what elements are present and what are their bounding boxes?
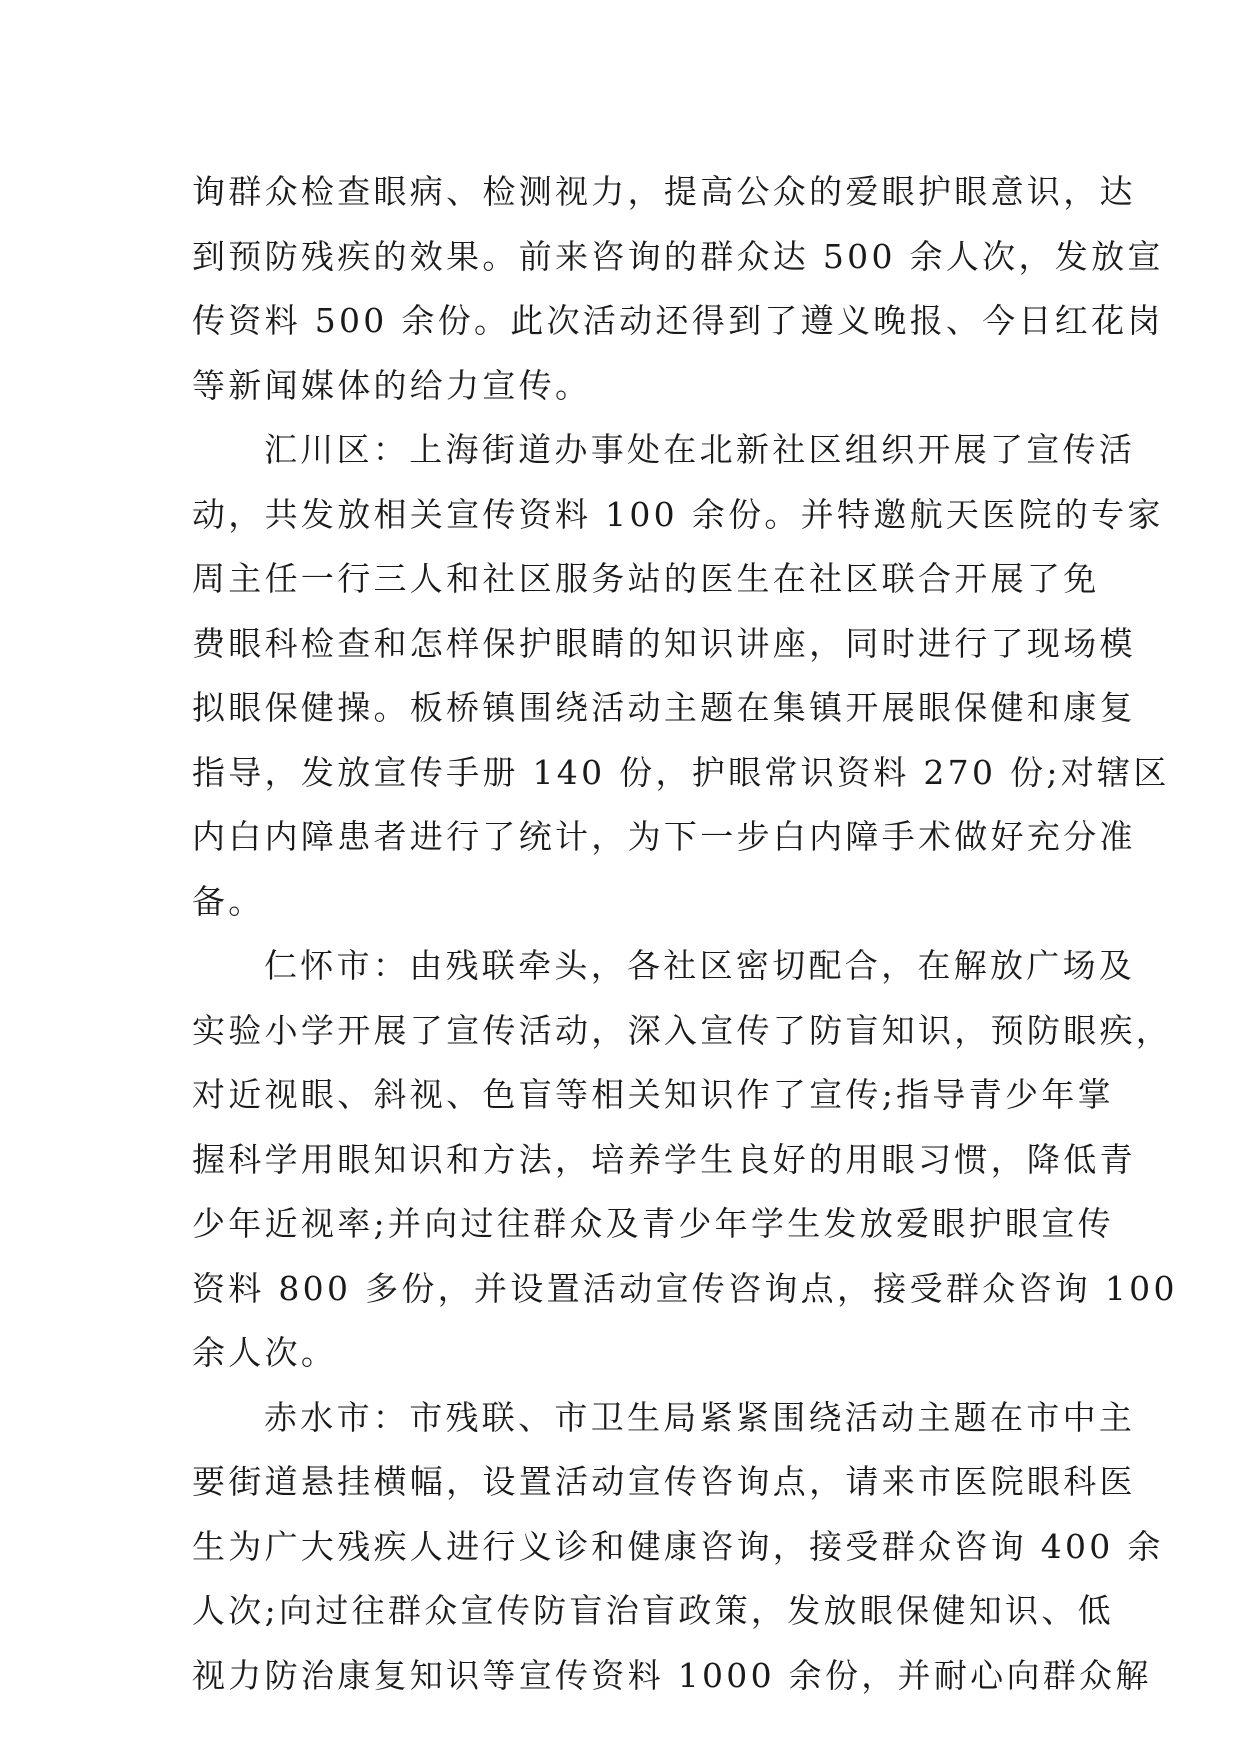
text-line: 资料 800 多份，并设置活动宣传咨询点，接受群众咨询 100 — [192, 1268, 1178, 1308]
text-line: 到预防残疾的效果。前来咨询的群众达 500 余人次，发放宣 — [192, 236, 1164, 276]
text-line: 实验小学开展了宣传活动，深入宣传了防盲知识，预防眼疾， — [192, 1010, 1173, 1050]
text-line: 等新闻媒体的给力宣传。 — [192, 365, 592, 405]
text-line: 内白内障患者进行了统计，为下一步白内障手术做好充分准 — [192, 817, 1136, 856]
text-line: 询群众检查眼病、检测视力，提高公众的爱眼护眼意识，达 — [192, 172, 1136, 211]
text-line: 生为广大残疾人进行义诊和健康咨询，接受群众咨询 400 余 — [192, 1526, 1164, 1566]
text-line: 对近视眼、斜视、色盲等相关知识作了宣传;指导青少年掌 — [192, 1075, 1114, 1114]
paragraph-renhuai — [192, 934, 1178, 1386]
text-line: 要街道悬挂横幅，设置活动宣传咨询点，请来市医院眼科医 — [192, 1462, 1136, 1501]
text-line: 周主任一行三人和社区服务站的医生在社区联合开展了免 — [192, 559, 1100, 598]
paragraph-chishui — [192, 1386, 1164, 1709]
text-line: 赤水市：市残联、市卫生局紧紧围绕活动主题在市中主 — [264, 1397, 1136, 1437]
text-line: 少年近视率;并向过往群众及青少年学生发放爱眼护眼宣传 — [192, 1204, 1114, 1243]
text-line: 传资料 500 余份。此次活动还得到了遵义晚报、今日红花岗 — [192, 301, 1164, 340]
text-line: 视力防治康复知识等宣传资料 1000 余份，并耐心向群众解 — [192, 1655, 1152, 1695]
text-line: 余人次。 — [192, 1333, 338, 1372]
text-line: 备。 — [192, 881, 265, 921]
text-line: 动，共发放相关宣传资料 100 余份。并特邀航天医院的专家 — [192, 494, 1164, 534]
document-body — [192, 160, 1178, 1708]
text-line: 拟眼保健操。板桥镇围绕活动主题在集镇开展眼保健和康复 — [192, 688, 1136, 727]
text-line: 仁怀市：由残联牵头，各社区密切配合，在解放广场及 — [264, 946, 1136, 985]
text-line: 汇川区：上海街道办事处在北新社区组织开展了宣传活 — [264, 430, 1136, 469]
paragraph-huichuan — [192, 418, 1170, 934]
text-line: 人次;向过往群众宣传防盲治盲政策，发放眼保健知识、低 — [192, 1591, 1114, 1630]
text-line: 握科学用眼知识和方法，培养学生良好的用眼习惯，降低青 — [192, 1139, 1136, 1179]
paragraph-continuation — [192, 160, 1164, 418]
text-line: 指导，发放宣传手册 140 份，护眼常识资料 270 份;对辖区 — [192, 752, 1170, 792]
text-line: 费眼科检查和怎样保护眼睛的知识讲座，同时进行了现场模 — [192, 623, 1136, 663]
